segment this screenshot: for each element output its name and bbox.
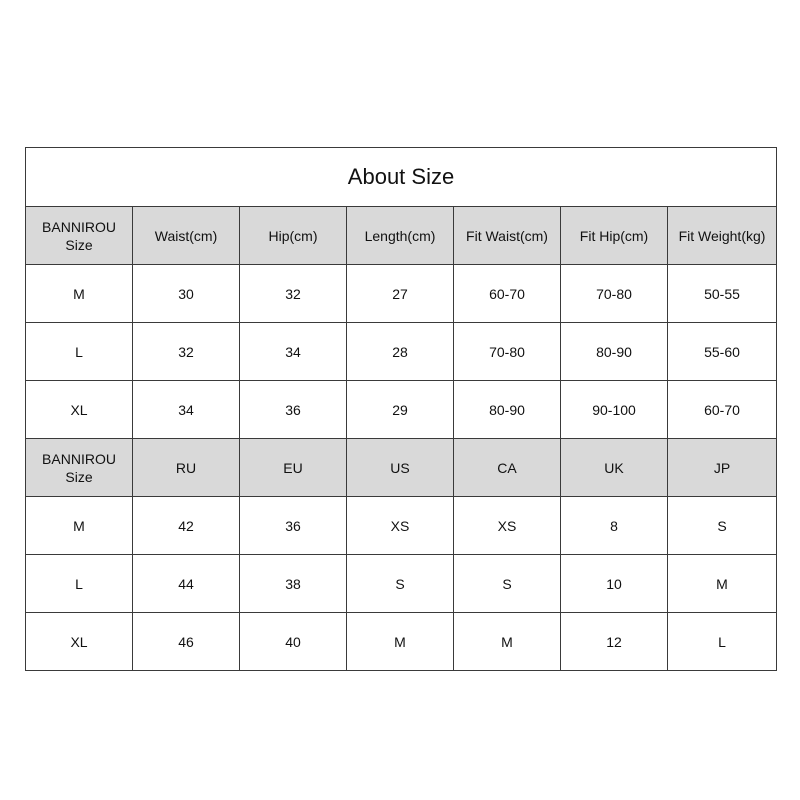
header-cell: JP — [668, 439, 777, 497]
table-cell: 8 — [561, 497, 668, 555]
table-cell: 80-90 — [454, 381, 561, 439]
table-cell: 36 — [240, 381, 347, 439]
table-cell: 70-80 — [454, 323, 561, 381]
header-cell: CA — [454, 439, 561, 497]
table-cell: XS — [454, 497, 561, 555]
header-cell-size: BANNIROU Size — [26, 439, 133, 497]
table-cell: 70-80 — [561, 265, 668, 323]
table-cell: 55-60 — [668, 323, 777, 381]
table-cell: 38 — [240, 555, 347, 613]
size-chart-table — [25, 147, 777, 671]
table-cell: S — [668, 497, 777, 555]
table-cell: M — [347, 613, 454, 671]
table-cell: 90-100 — [561, 381, 668, 439]
table-cell: S — [347, 555, 454, 613]
table-cell: 32 — [240, 265, 347, 323]
table-cell: 34 — [240, 323, 347, 381]
table-cell: 29 — [347, 381, 454, 439]
table-cell: 46 — [133, 613, 240, 671]
header-cell: Fit Hip(cm) — [561, 207, 668, 265]
table-cell: 80-90 — [561, 323, 668, 381]
table-cell: 34 — [133, 381, 240, 439]
header-cell: US — [347, 439, 454, 497]
table-cell: XS — [347, 497, 454, 555]
table-cell: 40 — [240, 613, 347, 671]
table-cell: M — [668, 555, 777, 613]
header-row — [26, 439, 777, 497]
table-title: About Size — [26, 148, 777, 207]
header-cell: Hip(cm) — [240, 207, 347, 265]
table-cell: 32 — [133, 323, 240, 381]
header-cell: UK — [561, 439, 668, 497]
table-cell: 42 — [133, 497, 240, 555]
table-row — [26, 497, 777, 555]
title-row — [26, 148, 777, 207]
header-cell: Fit Weight(kg) — [668, 207, 777, 265]
table-cell: 30 — [133, 265, 240, 323]
table-cell: 60-70 — [668, 381, 777, 439]
header-row — [26, 207, 777, 265]
size-label-cell: M — [26, 265, 133, 323]
header-cell: Fit Waist(cm) — [454, 207, 561, 265]
table-cell: S — [454, 555, 561, 613]
table-row — [26, 323, 777, 381]
size-label-cell: M — [26, 497, 133, 555]
size-label-cell: L — [26, 323, 133, 381]
table-row — [26, 265, 777, 323]
table-cell: 50-55 — [668, 265, 777, 323]
header-cell: EU — [240, 439, 347, 497]
table-cell: 12 — [561, 613, 668, 671]
table-cell: M — [454, 613, 561, 671]
table-cell: 60-70 — [454, 265, 561, 323]
header-cell: RU — [133, 439, 240, 497]
size-label-cell: L — [26, 555, 133, 613]
header-cell: Length(cm) — [347, 207, 454, 265]
table-cell: 27 — [347, 265, 454, 323]
table-row — [26, 613, 777, 671]
table-cell: 28 — [347, 323, 454, 381]
header-cell: Waist(cm) — [133, 207, 240, 265]
table-row — [26, 381, 777, 439]
table-cell: 10 — [561, 555, 668, 613]
header-cell-size: BANNIROU Size — [26, 207, 133, 265]
table-cell: 44 — [133, 555, 240, 613]
table-cell: 36 — [240, 497, 347, 555]
table-cell: L — [668, 613, 777, 671]
size-label-cell: XL — [26, 381, 133, 439]
table-row — [26, 555, 777, 613]
size-label-cell: XL — [26, 613, 133, 671]
